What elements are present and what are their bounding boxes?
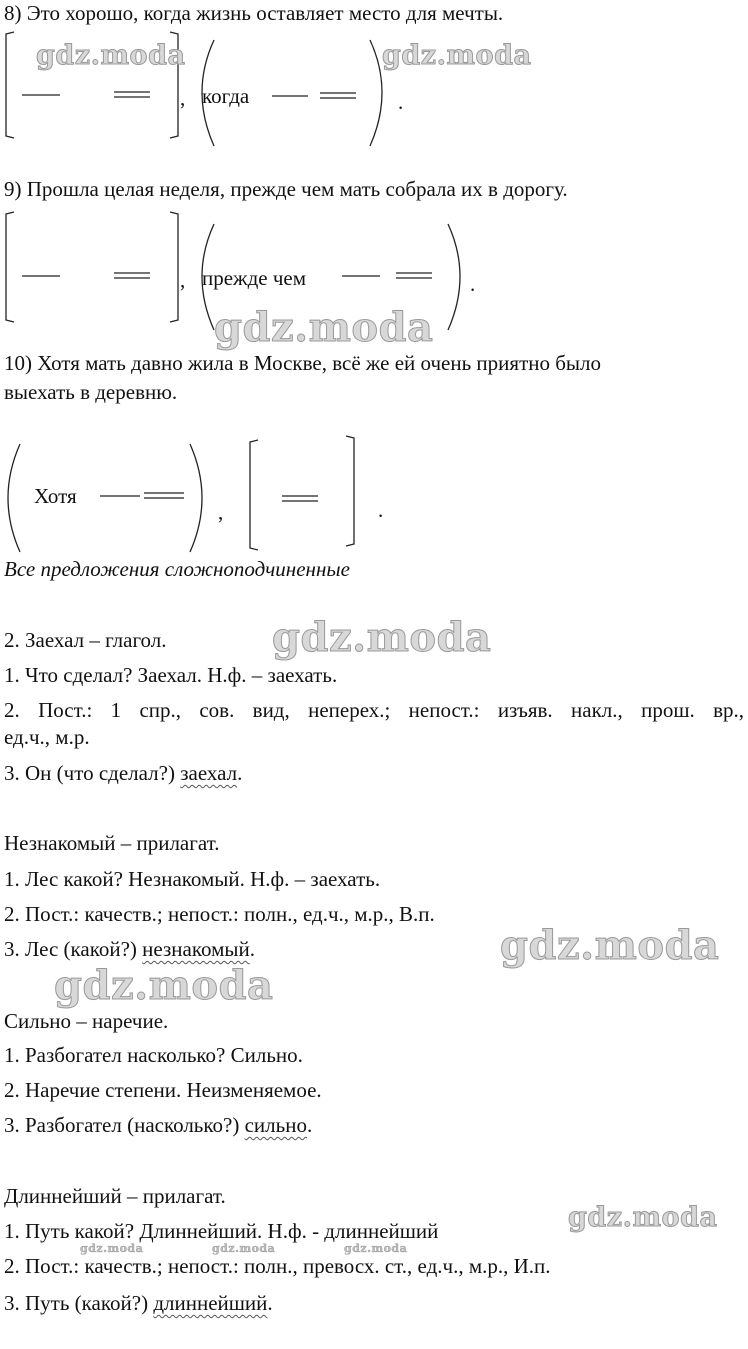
sentence-10-line-1: 10) Хотя мать давно жила в Москве, всё же ей очень приятно было (4, 351, 602, 375)
adj1-line-3: 3. Лес (какой?) незнакомый. (4, 937, 255, 961)
adv-title: Сильно – наречие. (4, 1009, 169, 1033)
adv-line-2: 2. Наречие степени. Неизменяемое. (4, 1078, 322, 1102)
adj1-title: Незнакомый – прилагат. (4, 831, 220, 855)
verb-title: 2. Заехал – глагол. (4, 628, 167, 652)
verb-line-2a: 2. Пост.: 1 спр., сов. вид, неперех.; непост.: изъяв. накл., прош. вр., (4, 698, 744, 722)
adj2-line-3: 3. Путь (какой?) длиннейший. (4, 1291, 273, 1315)
sentence-9: 9) Прошла целая неделя, прежде чем мать собрала их в дорогу. (4, 177, 568, 201)
summary-note: Все предложения сложноподчиненные (4, 557, 350, 581)
watermark-logo: gdz.moda (344, 1242, 408, 1255)
adv-line-1: 1. Разбогател насколько? Сильно. (4, 1043, 303, 1067)
verb-line-2b: ед.ч., м.р. (4, 725, 90, 749)
adv-underlined-word: сильно (244, 1113, 307, 1137)
sentence-10-line-2: выехать в деревню. (4, 380, 178, 404)
watermark-logo: gdz.moda (382, 40, 532, 71)
adj1-line-2: 2. Пост.: качеств.; непост.: полн., ед.ч., м.р., В.п. (4, 902, 435, 926)
adj2-line-2: 2. Пост.: качеств.; непост.: полн., превосх. ст., ед.ч., м.р., И.п. (4, 1254, 551, 1278)
scheme-9-period: . (470, 272, 476, 296)
verb-line-1: 1. Что сделал? Заехал. Н.ф. – заехать. (4, 663, 338, 687)
scheme-9-comma: , (180, 268, 186, 292)
sentence-8: 8) Это хорошо, когда жизнь оставляет место для мечты. (4, 1, 504, 25)
scheme-8-conjunction: когда (202, 84, 250, 108)
watermark-logo: gdz.moda (54, 962, 274, 1009)
watermark-logo: gdz.moda (568, 1202, 718, 1233)
watermark-logo: gdz.moda (212, 1242, 276, 1255)
adj2-title: Длиннейший – прилагат. (4, 1184, 226, 1208)
scheme-10-comma: , (218, 500, 224, 524)
adj2-underlined-word: длиннейший (153, 1291, 268, 1315)
scheme-8-period: . (398, 90, 404, 114)
scheme-8-comma: , (180, 86, 186, 110)
scheme-9-conjunction: прежде чем (202, 266, 306, 290)
adj2-line-1: 1. Путь какой? Длиннейший. Н.ф. - длиннейший (4, 1219, 439, 1243)
watermark-logo: gdz.moda (36, 40, 186, 71)
adj1-underlined-word: незнакомый (142, 937, 250, 961)
scheme-10-conjunction: Хотя (34, 484, 77, 508)
scheme-10-main-clause (250, 436, 354, 550)
watermark-logo: gdz.moda (272, 614, 492, 661)
verb-line-3: 3. Он (что сделал?) заехал. (4, 761, 243, 785)
scheme-10-period: . (378, 498, 384, 522)
watermark-logo: gdz.moda (214, 304, 434, 351)
verb-underlined-word: заехал (180, 761, 238, 785)
scheme-9-main-clause (6, 212, 178, 322)
adv-line-3: 3. Разбогател (насколько?) сильно. (4, 1113, 313, 1137)
adj1-line-1: 1. Лес какой? Незнакомый. Н.ф. – заехать. (4, 867, 381, 891)
watermark-logo: gdz.moda (80, 1242, 144, 1255)
watermark-logo: gdz.moda (500, 922, 720, 969)
